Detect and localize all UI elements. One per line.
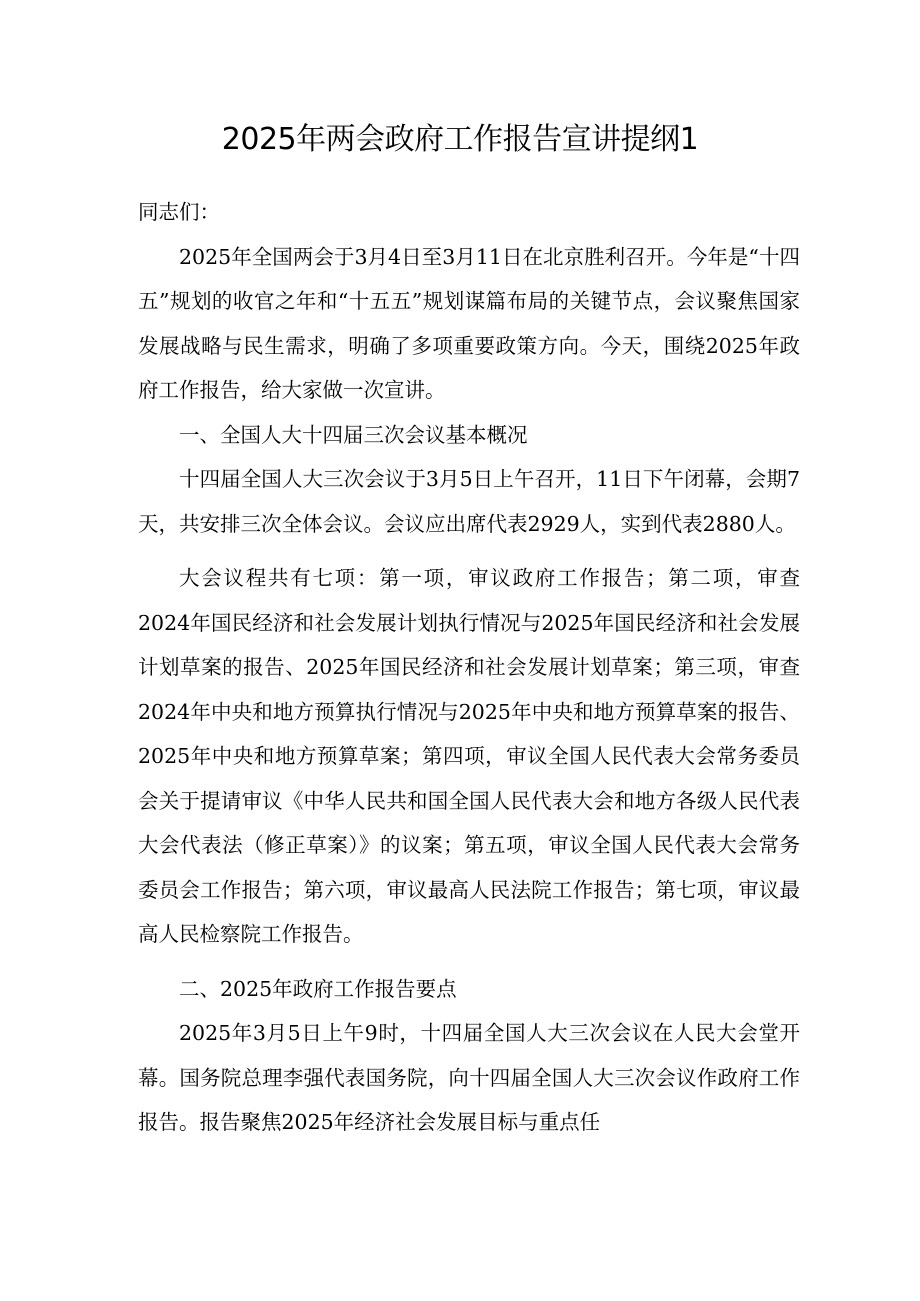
paragraph-intro: 2025年全国两会于3月4日至3月11日在北京胜利召开。今年是“十四五”规划的收官之年和“十五五”规划谋篇布局的关键节点，会议聚焦国家发展战略与民生需求，明确了多项重要政策方向。今天，围绕2025年政府工作报告，给大家做一次宣讲。 [138,244,800,402]
document-body [138,190,800,1145]
section-heading-2: 二、2025年政府工作报告要点 [179,976,457,1001]
salutation: 同志们： [138,200,220,224]
paragraph-spacer [138,546,800,556]
paragraph-overview: 十四届全国人大三次会议于3月5日上午召开，11日下午闭幕，会期7天，共安排三次全体会议。会议应出席代表2929人，实到代表2880人。 [138,467,800,536]
paragraph-agenda: 大会议程共有七项：第一项，审议政府工作报告；第二项，审查2024年国民经济和社会发展计划执行情况与2025年国民经济和社会发展计划草案的报告、2025年国民经济和社会发展计划草案；第三项，审查2024年中央和地方预算执行情况与2025年中央和地方预算草案的报告、2025年中央和地方预算草案；第四项，审议全国人民代表大会常务委员会关于提请审议《中华人民共和国全国人民代表大会和地方各级人民代表大会代表法（修正草案）》的议案；第五项，审议全国人民代表大会常务委员会工作报告；第六项，审议最高人民法院工作报告；第七项，审议最高人民检察院工作报告。 [138,566,800,946]
paragraph-spacer [138,957,800,967]
paragraph-report: 2025年3月5日上午9时，十四届全国人大三次会议在人民大会堂开幕。国务院总理李强代表国务院，向十四届全国人大三次会议作政府工作报告。报告聚焦2025年经济社会发展目标与重点任 [138,1021,800,1134]
document-title: 2025年两会政府工作报告宣讲提纲1 [221,122,699,157]
section-heading-1: 一、全国人大十四届三次会议基本概况 [179,422,528,447]
